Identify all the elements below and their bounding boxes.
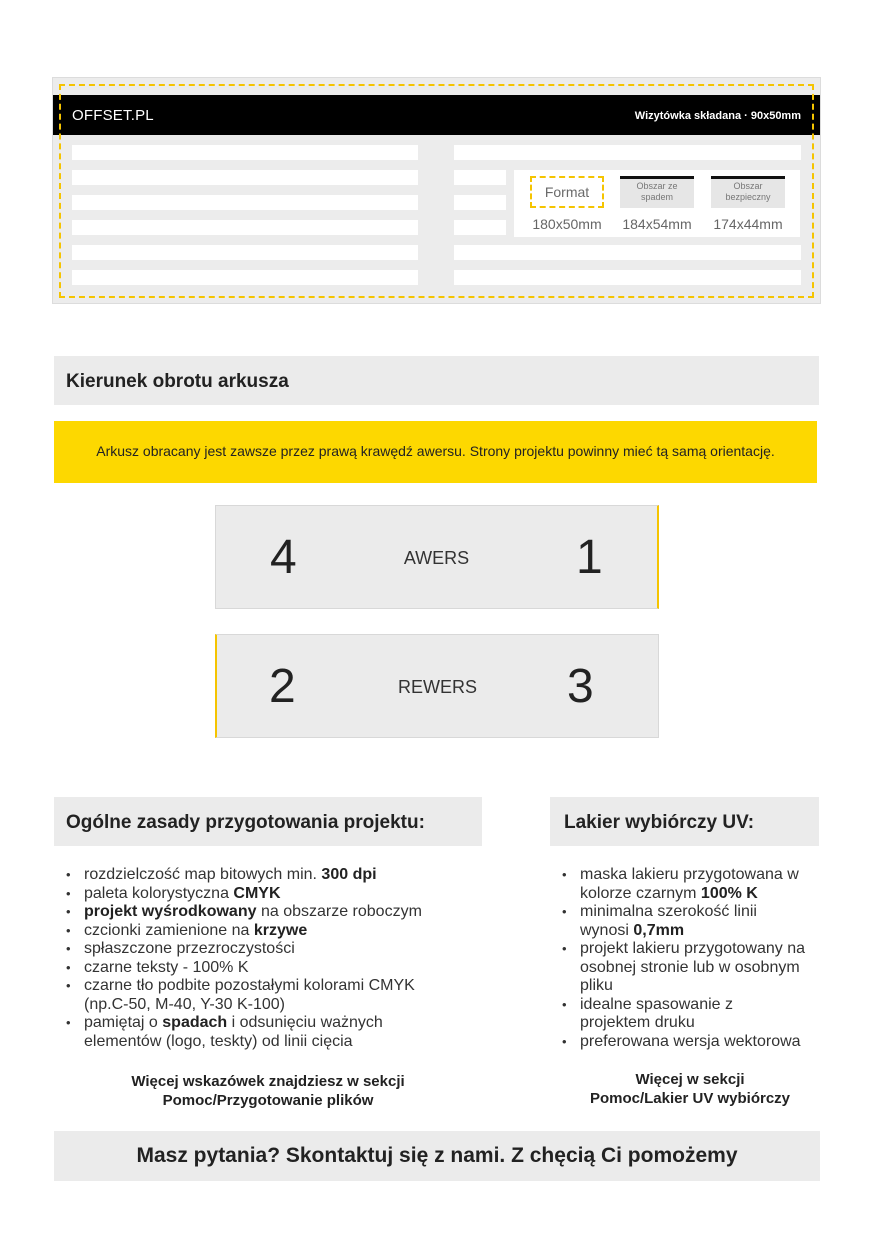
contact-footer — [54, 1131, 820, 1181]
placeholder-bar — [72, 270, 418, 285]
bleed-area-box — [620, 176, 694, 208]
back-page-left: 2 — [269, 660, 296, 713]
placeholder-bar — [454, 220, 506, 235]
product-title: Wizytówka składana · 90x50mm — [634, 110, 801, 122]
placeholder-bar — [72, 195, 418, 210]
list-item: • paleta kolorystyczna CMYK — [64, 885, 464, 904]
placeholder-bar — [72, 170, 418, 185]
list-item: • rozdzielczość map bitowych min. 300 dpi — [64, 866, 464, 885]
uv-more-line1: Więcej w sekcji — [635, 1071, 745, 1088]
uv-heading: Lakier wybiórczy UV: — [564, 812, 755, 833]
uv-heading-bar — [550, 797, 819, 846]
placeholder-bar — [454, 270, 801, 285]
format-legend — [514, 170, 800, 237]
brand-logo: OFFSET.PL — [72, 107, 154, 124]
contact-text: Masz pytania? Skontaktuj się z nami. Z chęcią Ci pomożemy — [136, 1144, 738, 1167]
safe-area-label: Obszar bezpieczny — [725, 181, 771, 202]
placeholder-bar — [72, 245, 418, 260]
rotation-heading: Kierunek obrotu arkusza — [66, 371, 289, 392]
list-item: • pamiętaj o spadach i odsunięciu ważnych elementów (logo, teskty) od linii cięcia — [64, 1014, 414, 1051]
format-size: 180x50mm — [532, 216, 602, 232]
back-label: REWERS — [397, 677, 477, 697]
placeholder-bar — [454, 245, 801, 260]
general-heading: Ogólne zasady przygotowania projektu: — [66, 812, 425, 833]
rotation-notice-text: Arkusz obracany jest zawsze przez prawą krawędź awersu. Strony projektu powinny mieć tą samą orientację. — [96, 443, 775, 459]
placeholder-bar — [72, 220, 418, 235]
placeholder-bar — [72, 145, 418, 160]
back-page-right: 3 — [567, 660, 594, 713]
rotation-notice — [54, 421, 817, 483]
back-sheet — [215, 634, 659, 738]
format-box: Format — [530, 176, 604, 208]
list-item: • spłaszczone przezroczystości — [64, 940, 464, 959]
front-page-right: 1 — [576, 531, 603, 584]
rotation-heading-bar — [54, 356, 819, 405]
front-label: AWERS — [403, 548, 470, 568]
general-heading-bar — [54, 797, 482, 846]
uv-more-link[interactable]: Pomoc/Lakier UV wybiórczy — [589, 1090, 791, 1107]
legend-safe — [711, 176, 785, 232]
list-item: • projekt wyśrodkowany na obszarze roboczym — [64, 903, 464, 922]
general-more-line1: Więcej wskazówek znajdziesz w sekcji — [131, 1073, 405, 1090]
list-item: • minimalna szerokość linii wynosi 0,7mm — [560, 903, 770, 940]
list-item: • czcionki zamienione na krzywe — [64, 922, 464, 941]
general-more-link[interactable]: Pomoc/Przygotowanie plików — [162, 1092, 374, 1109]
uv-more-info[interactable] — [560, 1070, 820, 1108]
list-item: • czarne teksty - 100% K — [64, 959, 464, 978]
uv-rules-list — [560, 866, 818, 1051]
placeholder-bar — [454, 145, 801, 160]
legend-bleed — [620, 176, 694, 232]
list-item: • czarne tło podbite pozostałymi kolorami CMYK (np.C-50, M-40, Y-30 K-100) — [64, 977, 444, 1014]
placeholder-bar — [454, 195, 506, 210]
bleed-size: 184x54mm — [622, 216, 692, 232]
safe-area-box — [711, 176, 785, 208]
list-item: • maska lakieru przygotowana w kolorze czarnym 100% K — [560, 866, 818, 903]
general-more-info[interactable] — [80, 1072, 456, 1110]
front-sheet — [215, 505, 659, 609]
list-item: • preferowana wersja wektorowa — [560, 1033, 818, 1052]
placeholder-bar — [454, 170, 506, 185]
bleed-area-label: Obszar ze spadem — [636, 181, 678, 202]
general-rules-list — [64, 866, 464, 1051]
front-page-left: 4 — [270, 531, 297, 584]
legend-format — [530, 176, 604, 232]
list-item: • idealne spasowanie z projektem druku — [560, 996, 760, 1033]
list-item: • projekt lakieru przygotowany na osobnej stronie lub w osobnym pliku — [560, 940, 818, 996]
safe-size: 174x44mm — [713, 216, 783, 232]
